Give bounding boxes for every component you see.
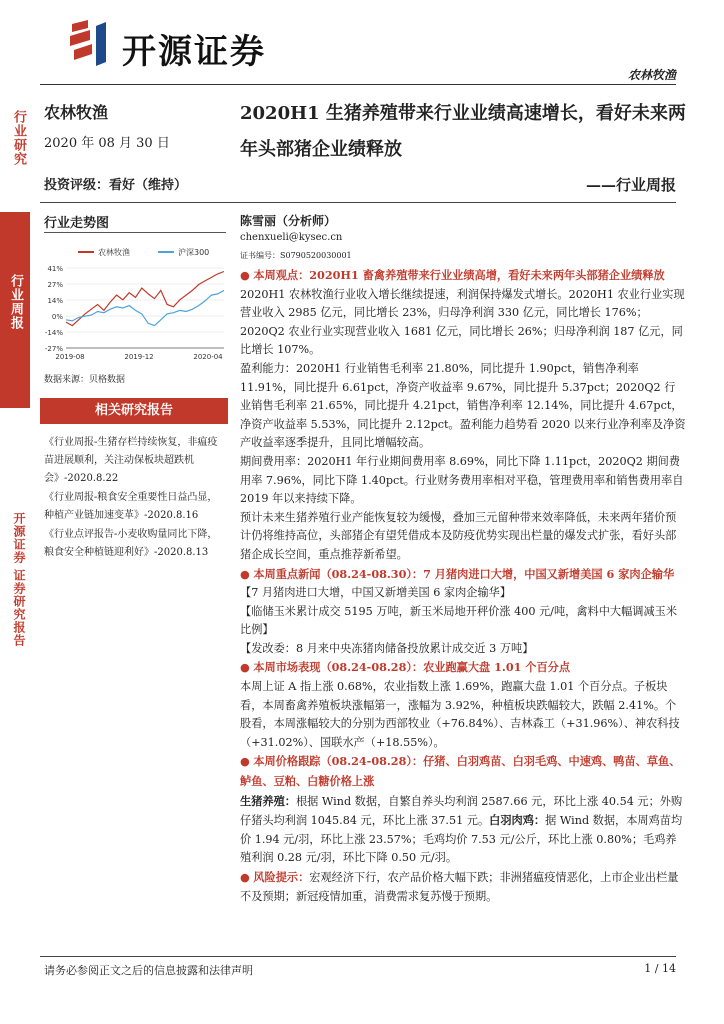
- section-prices: [240, 752, 686, 791]
- analyst-name: 陈雪丽（分析师）: [240, 214, 337, 228]
- header-divider: [40, 84, 676, 85]
- sector-name: 农林牧渔: [44, 103, 109, 122]
- section-heading: 本周价格跟踪（08.24-08.28）：仔猪、白羽鸡苗、白羽毛鸡、中速鸡、鸭苗、草鱼、鲈鱼、豆粕、白糖价格上涨: [240, 754, 681, 789]
- paragraph: 预计未来生猪养殖行业产能恢复较为缓慢，叠加三元留种带来效率降低，未来两年猪价预计仍将维持高位，头部猪企有望凭借成本及防疫优势实现出栏量的爆发式扩张，看好头部猪企成长空间，重点推荐新希望。: [240, 510, 677, 561]
- paragraph: 2020H1 农林牧渔行业收入增长继续提速，利润保持爆发式增长。2020H1 农业行业实现营业收入 2985 亿元，同比增长 23%，归母净利润 330 亿元，同比增长 176%；2020Q2 农业行业实现营业收入 1681 亿元，同比增长 26%；归母净利润 187 亿元，同比增长 107%。: [240, 287, 685, 357]
- related-report-item[interactable]: 《行业周报-粮食安全重要性日益凸显，种植产业链加速变革》-2020.8.16: [44, 492, 218, 521]
- paragraph: [240, 792, 686, 868]
- series-line: [66, 272, 224, 326]
- section-heading: 本周市场表现（08.24-08.28）：农业跑赢大盘 1.01 个百分点: [253, 660, 571, 675]
- analyst-email[interactable]: chenxueli@kysec.cn: [240, 232, 343, 243]
- related-reports-title: 相关研究报告: [40, 398, 228, 424]
- logo-text: 开源证券: [122, 32, 266, 72]
- inline-label: 白羽肉鸡：: [489, 813, 546, 828]
- trend-chart-svg: [38, 244, 228, 364]
- y-tick-label: 0%: [51, 313, 63, 321]
- paragraph: 期间费用率：2020H1 年行业期间费用率 8.69%，同比下降 1.11pct，2020Q2 期间费用率 7.96%，同比下降 1.40pct。行业财务费用率相对平稳，管理费用率和销售费用率自 2019 年以来持续下降。: [240, 454, 684, 506]
- legend-label: 农林牧渔: [98, 248, 130, 257]
- sidebar-report-type: [0, 212, 30, 408]
- x-tick-label: 2019-08: [55, 353, 85, 361]
- report-title: 2020H1 生猪养殖带来行业业绩高速增长，看好未来两年头部猪企业绩释放: [240, 103, 686, 160]
- inline-label: 生猪养殖：: [240, 793, 296, 808]
- paragraph: 本周上证 A 指上涨 0.68%，农业指数上涨 1.69%，跑赢大盘 1.01 个百分点。子板块看，本周畜禽养殖板块涨幅第一，涨幅为 3.92%，种植板块跌幅较大，跌幅 2.41%。个股看，本周涨幅较大的分别为西部牧业（+76.84%）、吉林森工（+31.96%）、神农科技（+31.02%）、国联水产（+18.55%）。: [240, 680, 680, 749]
- inline-text: 宏观经济下行，农产品价格大幅下跌；非洲猪瘟疫情恶化，上市企业出栏量不及预期；新冠疫情加重，消费需求复苏慢于预期。: [240, 871, 679, 903]
- trend-chart: [38, 244, 228, 364]
- news-item: 【发改委：8 月来中央冻猪肉储备投放累计成交近 3 万吨】: [240, 641, 534, 655]
- section-risk: [240, 868, 686, 906]
- inline-text: 根据 Wind 数据，自繁自养头均利润 2587.66 元，环比上涨 40.54 元；外购仔猪头均利润 1045.84 元，环比上涨 37.51 元。: [240, 794, 683, 828]
- bullet-icon: ●: [240, 566, 250, 581]
- related-reports-list: [44, 434, 226, 563]
- bullet-icon: ●: [240, 870, 250, 884]
- footer-divider: [40, 956, 676, 957]
- data-source: 数据来源：贝格数据: [44, 375, 126, 385]
- inline-text: 据 Wind 数据，本周鸡苗均价 1.94 元/羽，环比上涨 23.57%；毛鸡均价 7.53 元/公斤，环比上涨 0.80%；毛鸡养殖利润 0.28 元/羽，环比下降 0.50 元/羽。: [240, 814, 683, 865]
- bullet-icon: ●: [240, 268, 250, 282]
- bullet-icon: ●: [240, 754, 250, 769]
- related-report-item[interactable]: 《行业周报-生猪存栏持续恢复，非瘟疫苗进展顺利，关注动保板块超跌机会》-2020.8.22: [44, 437, 218, 484]
- report-body: [240, 266, 686, 906]
- sidebar-red-label: 行业周报: [8, 274, 23, 330]
- report-type: ——行业周报: [585, 176, 676, 194]
- y-tick-label: -14%: [44, 329, 63, 337]
- sidebar-top-label: 行业研究: [0, 74, 26, 198]
- news-item: 【7 月猪肉进口大增，中国又新增美国 6 家肉企输华】: [240, 586, 512, 600]
- paragraph: 盈利能力：2020H1 行业销售毛利率 21.80%，同比提升 1.90pct，销售净利率 11.91%，同比提升 6.61pct，净资产收益率 9.67%，同比提升 5.37pct；2020Q2 行业销售毛利率 21.65%，同比提升 4.21pct，销售净利率 12.14%，同比提升 4.67pct，净资产收益率 5.53%，同比提升 2.12pct。盈利能力趋势看 2020 以来行业净利率及净资产收益率逐季提升，且同比增幅较高。: [240, 361, 686, 450]
- y-tick-label: 14%: [47, 297, 63, 305]
- logo-mark-icon: [66, 18, 122, 68]
- x-tick-label: 2020-04: [193, 353, 223, 361]
- legend-label: 沪深300: [178, 248, 210, 257]
- series-line: [66, 290, 224, 325]
- sidebar-bottom-label: 开源证券 证券研究报告: [12, 512, 26, 648]
- header-sector-tag: 农林牧渔: [627, 68, 676, 82]
- bullet-icon: ●: [240, 660, 250, 675]
- y-tick-label: 27%: [47, 281, 63, 289]
- report-date: 2020 年 08 月 30 日: [44, 136, 170, 151]
- x-tick-label: 2019-12: [124, 353, 154, 361]
- investment-rating: 投资评级：看好（维持）: [44, 178, 188, 193]
- section-heading: 风险提示：: [253, 870, 310, 884]
- section-heading: 本周观点：2020H1 畜禽养殖带来行业业绩高增，看好未来两年头部猪企业绩释放: [253, 268, 665, 282]
- y-tick-label: -27%: [44, 345, 63, 353]
- related-report-item[interactable]: 《行业点评报告-小麦收购量同比下降，粮食安全种植链迎利好》-2020.8.13: [44, 529, 218, 558]
- analyst-cert: 证书编号：S0790520030001: [240, 251, 352, 260]
- y-tick-label: 41%: [47, 265, 63, 273]
- section-weekly-view: [240, 266, 686, 286]
- page-number: 1 / 14: [644, 962, 676, 975]
- title-divider: [40, 202, 676, 203]
- section-news: [240, 565, 686, 585]
- section-heading: 本周重点新闻（08.24-08.30）：7 月猪肉进口大增，中国又新增美国 6 家肉企输华: [253, 566, 675, 581]
- trend-title: 行业走势图: [44, 216, 110, 231]
- section-market: [240, 658, 686, 678]
- news-item: 【临储玉米累计成交 5195 万吨，新玉米局地开秤价涨 400 元/吨，禽料中大幅调减玉米比例】: [240, 604, 678, 637]
- footer-disclaimer: 请务必参阅正文之后的信息披露和法律声明: [44, 964, 253, 977]
- trend-divider: [44, 232, 226, 233]
